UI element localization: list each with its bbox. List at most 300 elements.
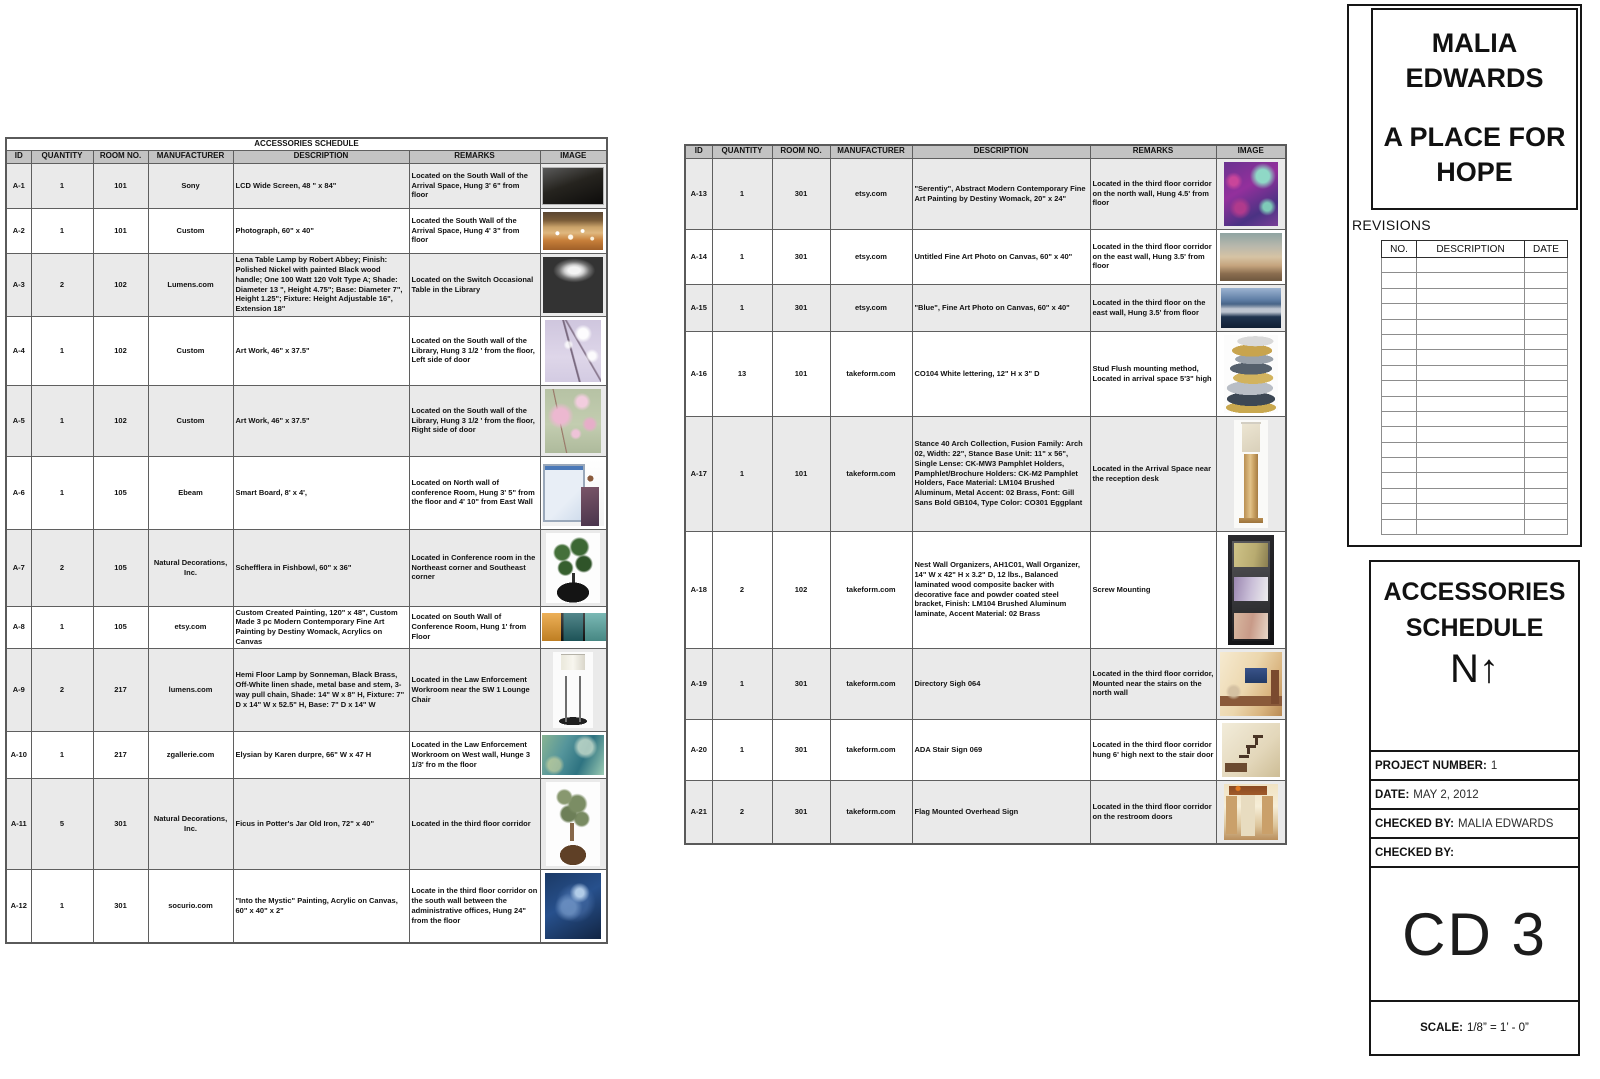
- revision-cell: [1417, 519, 1525, 534]
- cell-quantity: 1: [31, 606, 93, 649]
- cell-quantity: 2: [31, 649, 93, 732]
- cell-description: Photograph, 60" x 40": [233, 208, 409, 253]
- header-row: [685, 145, 1286, 158]
- cell-manufacturer: Custom: [148, 208, 233, 253]
- scale-label: SCALE:: [1420, 1022, 1463, 1034]
- cell-room-no: 217: [93, 649, 148, 732]
- revision-cell: [1525, 442, 1568, 457]
- cell-id: A-6: [6, 456, 31, 529]
- cell-room-no: 101: [93, 208, 148, 253]
- revision-row: [1382, 488, 1568, 503]
- cell-image: [1216, 284, 1286, 331]
- triptych-painting-image: [542, 613, 606, 641]
- revision-cell: [1525, 258, 1568, 273]
- cell-description: Directory Sigh 064: [912, 648, 1090, 719]
- revision-cell: [1382, 258, 1417, 273]
- cell-id: A-10: [6, 732, 31, 779]
- table-row: [6, 870, 607, 944]
- revision-cell: [1525, 350, 1568, 365]
- revision-cell: [1417, 442, 1525, 457]
- cell-remarks: Located in the Law Enforcement Workroom on West wall, Hunge 3 1/3' fro m the floor: [409, 732, 540, 779]
- cell-remarks: Located on the South wall of the Library, Hung 3 1/2 ' from the floor, Right side of door: [409, 385, 540, 456]
- revision-cell: [1417, 488, 1525, 503]
- cell-manufacturer: Natural Decorations, Inc.: [148, 529, 233, 606]
- revision-row: [1382, 411, 1568, 426]
- cell-id: A-18: [685, 531, 712, 648]
- revision-cell: [1382, 488, 1417, 503]
- cell-manufacturer: takeform.com: [830, 531, 912, 648]
- cell-id: A-11: [6, 779, 31, 870]
- cell-room-no: 105: [93, 456, 148, 529]
- cell-remarks: Located in the third floor corridor: [409, 779, 540, 870]
- revision-cell: [1525, 458, 1568, 473]
- cell-room-no: 301: [772, 648, 830, 719]
- revision-cell: [1382, 411, 1417, 426]
- table-row: [6, 385, 607, 456]
- cell-manufacturer: Ebeam: [148, 456, 233, 529]
- cell-quantity: 1: [31, 208, 93, 253]
- elysian-painting-image: [542, 735, 604, 775]
- cell-remarks: Located on the South Wall of the Arrival Space, Hung 3' 6" from floor: [409, 163, 540, 208]
- cell-remarks: Screw Mounting: [1090, 531, 1216, 648]
- cell-remarks: Located in the third floor corridor, Mounted near the stairs on the north wall: [1090, 648, 1216, 719]
- cell-quantity: 1: [31, 456, 93, 529]
- cell-quantity: 2: [712, 531, 772, 648]
- cell-image: [1216, 648, 1286, 719]
- cell-description: Stance 40 Arch Collection, Fusion Family: Arch 02, Width: 22", Stance Base Unit: 11" x 56", Single Lense: CK-MW3 Pamphlet Holders, Pamphlet/Brochure Holders: CK-M2 Pamphlet Holders, Face Material: LM104 Brushed Aluminum, Metal Accent: 02 Brass, Font: Gill Sans Bold GB104, Type Color: CO301 Eggplant: [912, 416, 1090, 531]
- cell-manufacturer: lumens.com: [148, 649, 233, 732]
- cell-description: Art Work, 46" x 37.5": [233, 316, 409, 385]
- column-header: IMAGE: [540, 150, 607, 163]
- cell-manufacturer: Lumens.com: [148, 253, 233, 316]
- scale-value: 1/8” = 1’ - 0”: [1466, 1022, 1529, 1034]
- cell-quantity: 1: [712, 416, 772, 531]
- revision-cell: [1382, 473, 1417, 488]
- cell-manufacturer: Natural Decorations, Inc.: [148, 779, 233, 870]
- revision-cell: [1382, 504, 1417, 519]
- revision-cell: [1525, 288, 1568, 303]
- cell-id: A-3: [6, 253, 31, 316]
- project-title-box: [1371, 8, 1578, 210]
- cell-quantity: 1: [712, 648, 772, 719]
- field-label: DATE:: [1375, 789, 1410, 801]
- sheet-number: CD 3: [1371, 866, 1578, 1000]
- column-header: ID: [685, 145, 712, 158]
- table-row: [685, 648, 1286, 719]
- cell-quantity: 2: [31, 529, 93, 606]
- table-row: [685, 229, 1286, 284]
- column-header: IMAGE: [1216, 145, 1286, 158]
- revision-cell: [1382, 396, 1417, 411]
- table-row: [6, 208, 607, 253]
- cell-image: [540, 649, 607, 732]
- revision-cell: [1417, 319, 1525, 334]
- cell-quantity: 1: [31, 870, 93, 944]
- cell-room-no: 105: [93, 529, 148, 606]
- revision-cell: [1382, 519, 1417, 534]
- revision-row: [1382, 273, 1568, 288]
- cell-manufacturer: zgallerie.com: [148, 732, 233, 779]
- cell-quantity: 1: [31, 316, 93, 385]
- cell-description: Ficus in Potter's Jar Old Iron, 72" x 40": [233, 779, 409, 870]
- cell-image: [540, 456, 607, 529]
- revision-row: [1382, 350, 1568, 365]
- cell-quantity: 1: [31, 385, 93, 456]
- cell-description: Custom Created Painting, 120" x 48", Custom Made 3 pc Modern Contemporary Fine Art Painting by Destiny Womack, Acrylics on Canvas: [233, 606, 409, 649]
- revision-row: [1382, 504, 1568, 519]
- revision-cell: [1417, 288, 1525, 303]
- left-table: [5, 137, 608, 944]
- column-header: MANUFACTURER: [148, 150, 233, 163]
- corridor-photo-image: [1220, 652, 1282, 716]
- cell-id: A-9: [6, 649, 31, 732]
- cell-remarks: Located in the third floor corridor on the east wall, Hung 3.5' from floor: [1090, 229, 1216, 284]
- field-label: CHECKED BY:: [1375, 847, 1455, 859]
- north-arrow: N↑: [1450, 646, 1499, 691]
- serenity-painting-image: [1224, 162, 1278, 226]
- cell-room-no: 101: [93, 163, 148, 208]
- revision-cell: [1417, 304, 1525, 319]
- cell-manufacturer: takeform.com: [830, 648, 912, 719]
- cell-manufacturer: takeform.com: [830, 331, 912, 416]
- cell-room-no: 301: [772, 719, 830, 780]
- cell-manufacturer: etsy.com: [830, 158, 912, 229]
- cell-room-no: 101: [772, 331, 830, 416]
- revisions-col-description: DESCRIPTION: [1417, 241, 1525, 258]
- cell-remarks: Located in the third floor corridor on the restroom doors: [1090, 780, 1216, 844]
- cell-image: [1216, 331, 1286, 416]
- revision-row: [1382, 442, 1568, 457]
- table-row: [6, 529, 607, 606]
- title-block-bottom: [1369, 560, 1580, 1056]
- revision-cell: [1525, 304, 1568, 319]
- cell-quantity: 1: [712, 284, 772, 331]
- kiosk-stand-image: [1234, 420, 1268, 528]
- cell-quantity: 2: [31, 253, 93, 316]
- field-label: CHECKED BY:: [1375, 818, 1455, 830]
- cell-room-no: 217: [93, 732, 148, 779]
- cell-id: A-4: [6, 316, 31, 385]
- revision-cell: [1525, 396, 1568, 411]
- cell-manufacturer: socurio.com: [148, 870, 233, 944]
- cell-id: A-17: [685, 416, 712, 531]
- cell-image: [1216, 531, 1286, 648]
- cell-description: Nest Wall Organizers, AH1C01, Wall Organizer, 14" W x 42" H x 3.2" D, 12 lbs., Balanced laminated wood composite backer with decorative face and powder coated steel bracket, Finish: LM104 Brushed Aluminum laminate, Accent Material: 02 Brass: [912, 531, 1090, 648]
- table-row: [6, 163, 607, 208]
- revision-cell: [1417, 365, 1525, 380]
- table-row: [6, 316, 607, 385]
- column-header: ROOM NO.: [772, 145, 830, 158]
- revisions-col-no: NO.: [1382, 241, 1417, 258]
- cell-id: A-12: [6, 870, 31, 944]
- column-header: QUANTITY: [712, 145, 772, 158]
- cell-description: "Into the Mystic" Painting, Acrylic on Canvas, 60" x 40" x 2": [233, 870, 409, 944]
- cell-image: [540, 529, 607, 606]
- wall-organizer-image: [1228, 535, 1274, 645]
- revision-cell: [1417, 258, 1525, 273]
- cell-image: [1216, 229, 1286, 284]
- cell-manufacturer: takeform.com: [830, 416, 912, 531]
- table-lamp-image: [543, 257, 603, 313]
- right-table: [684, 144, 1287, 845]
- sheet-title-section: [1371, 562, 1578, 750]
- cell-room-no: 301: [772, 229, 830, 284]
- revision-cell: [1382, 334, 1417, 349]
- cell-remarks: Locate in the third floor corridor on the south wall between the administrative offices, Hung 24" from the floor: [409, 870, 540, 944]
- cell-description: Art Work, 46" x 37.5": [233, 385, 409, 456]
- cell-description: Hemi Floor Lamp by Sonneman, Black Brass, Off-White linen shade, metal base and stem, 3-way pull chain, Shade: 14" W x 8" H, Fixture: 7" D x 14" W x 52.5" H, Base: 7" D x 14" W: [233, 649, 409, 732]
- accessories-table-right: [684, 144, 1285, 845]
- revision-cell: [1417, 458, 1525, 473]
- cell-description: Elysian by Karen durpre, 66" W x 47 H: [233, 732, 409, 779]
- cell-quantity: 1: [31, 163, 93, 208]
- cell-room-no: 101: [772, 416, 830, 531]
- ficus-tree-image: [546, 782, 600, 866]
- cell-id: A-1: [6, 163, 31, 208]
- table-row: [685, 719, 1286, 780]
- cell-id: A-16: [685, 331, 712, 416]
- cell-image: [540, 870, 607, 944]
- field-value: MALIA EDWARDS: [1458, 818, 1554, 830]
- cell-id: A-21: [685, 780, 712, 844]
- table-row: [6, 732, 607, 779]
- schefflera-plant-image: [546, 533, 600, 603]
- horizon-photo-image: [1220, 233, 1282, 281]
- revision-cell: [1382, 442, 1417, 457]
- cell-remarks: Located in the third floor corridor hung 6' high next to the stair door: [1090, 719, 1216, 780]
- revision-cell: [1417, 334, 1525, 349]
- cell-room-no: 301: [93, 870, 148, 944]
- cell-remarks: Located in Conference room in the Northeast corner and Southeast corner: [409, 529, 540, 606]
- table-row: [6, 779, 607, 870]
- cell-id: A-8: [6, 606, 31, 649]
- revision-cell: [1525, 519, 1568, 534]
- cell-remarks: Located on the Switch Occasional Table in the Library: [409, 253, 540, 316]
- cell-remarks: Located in the Arrival Space near the reception desk: [1090, 416, 1216, 531]
- cell-image: [540, 779, 607, 870]
- revision-cell: [1525, 319, 1568, 334]
- restroom-sign-image: [1224, 784, 1278, 840]
- cell-description: Schefflera in Fishbowl, 60" x 36": [233, 529, 409, 606]
- cell-quantity: 5: [31, 779, 93, 870]
- field-label: PROJECT NUMBER:: [1375, 760, 1487, 772]
- revisions-col-date: DATE: [1525, 241, 1568, 258]
- revision-row: [1382, 319, 1568, 334]
- cell-id: A-15: [685, 284, 712, 331]
- cell-quantity: 13: [712, 331, 772, 416]
- meadow-photo-image: [543, 212, 603, 250]
- table-row: [685, 416, 1286, 531]
- column-header: ROOM NO.: [93, 150, 148, 163]
- revision-cell: [1382, 304, 1417, 319]
- revision-cell: [1417, 504, 1525, 519]
- field-checked-by-1: [1371, 808, 1578, 837]
- accessories-table-left: [5, 137, 606, 944]
- cell-image: [540, 316, 607, 385]
- cell-remarks: Located the South Wall of the Arrival Space, Hung 4' 3" from floor: [409, 208, 540, 253]
- table-title: ACCESSORIES SCHEDULE: [6, 138, 607, 150]
- cell-quantity: 1: [712, 229, 772, 284]
- revisions-table: [1381, 240, 1568, 535]
- revision-row: [1382, 365, 1568, 380]
- field-value: 1: [1490, 760, 1498, 772]
- revision-cell: [1525, 381, 1568, 396]
- revisions-label: REVISIONS: [1352, 217, 1431, 233]
- cell-image: [1216, 780, 1286, 844]
- column-header: ID: [6, 150, 31, 163]
- smart-board-image: [542, 460, 604, 526]
- column-header: REMARKS: [409, 150, 540, 163]
- cell-remarks: Located on South Wall of Conference Room, Hung 1' from Floor: [409, 606, 540, 649]
- cell-id: A-5: [6, 385, 31, 456]
- field-checked-by-2: [1371, 837, 1578, 866]
- lcd-tv-image: [542, 167, 604, 205]
- table-row: [6, 606, 607, 649]
- revisions-header-row: [1382, 241, 1568, 258]
- column-header: MANUFACTURER: [830, 145, 912, 158]
- cell-image: [540, 385, 607, 456]
- revision-cell: [1382, 319, 1417, 334]
- revision-cell: [1417, 427, 1525, 442]
- cell-manufacturer: etsy.com: [830, 229, 912, 284]
- table-row: [685, 158, 1286, 229]
- cell-image: [540, 163, 607, 208]
- cell-id: A-13: [685, 158, 712, 229]
- cell-manufacturer: takeform.com: [830, 780, 912, 844]
- cell-room-no: 105: [93, 606, 148, 649]
- cell-manufacturer: Custom: [148, 385, 233, 456]
- revision-cell: [1525, 504, 1568, 519]
- header-row: [6, 150, 607, 163]
- revision-cell: [1417, 473, 1525, 488]
- cell-image: [1216, 158, 1286, 229]
- revision-cell: [1382, 458, 1417, 473]
- cell-room-no: 301: [93, 779, 148, 870]
- cell-image: [540, 208, 607, 253]
- letter-stack-image: [1224, 335, 1278, 413]
- title-block: [1347, 4, 1582, 1056]
- table-row: [685, 284, 1286, 331]
- table-row: [6, 649, 607, 732]
- table-row: [6, 456, 607, 529]
- cell-remarks: Located on North wall of conference Room, Hung 3' 5" from the floor and 4' 10" from East Wall: [409, 456, 540, 529]
- revision-cell: [1382, 273, 1417, 288]
- cell-remarks: Located in the third floor on the east wall, Hung 3.5' from floor: [1090, 284, 1216, 331]
- cell-manufacturer: takeform.com: [830, 719, 912, 780]
- cell-remarks: Located in the Law Enforcement Workroom near the SW 1 Lounge Chair: [409, 649, 540, 732]
- cell-image: [540, 253, 607, 316]
- cell-room-no: 102: [93, 253, 148, 316]
- revision-cell: [1525, 411, 1568, 426]
- revision-cell: [1382, 288, 1417, 303]
- cell-id: A-7: [6, 529, 31, 606]
- revision-cell: [1525, 273, 1568, 288]
- revision-row: [1382, 334, 1568, 349]
- cell-room-no: 102: [93, 385, 148, 456]
- column-header: REMARKS: [1090, 145, 1216, 158]
- revision-cell: [1525, 473, 1568, 488]
- designer-name: MALIA EDWARDS: [1405, 28, 1544, 94]
- revision-cell: [1417, 411, 1525, 426]
- revision-cell: [1382, 427, 1417, 442]
- scale-row: [1371, 1000, 1578, 1054]
- table-row: [685, 531, 1286, 648]
- field-value: MAY 2, 2012: [1413, 789, 1479, 801]
- revision-row: [1382, 458, 1568, 473]
- revision-row: [1382, 304, 1568, 319]
- cell-image: [1216, 719, 1286, 780]
- table-row: [685, 331, 1286, 416]
- revision-row: [1382, 258, 1568, 273]
- cell-image: [1216, 416, 1286, 531]
- revision-cell: [1525, 427, 1568, 442]
- title-block-top: [1347, 4, 1582, 547]
- cell-room-no: 301: [772, 284, 830, 331]
- column-header: DESCRIPTION: [912, 145, 1090, 158]
- cell-manufacturer: Sony: [148, 163, 233, 208]
- stair-sign-image: [1222, 723, 1280, 777]
- cell-quantity: 1: [31, 732, 93, 779]
- cell-remarks: Stud Flush mounting method, Located in arrival space 5'3" high: [1090, 331, 1216, 416]
- cell-description: "Blue", Fine Art Photo on Canvas, 60" x 40": [912, 284, 1090, 331]
- floor-lamp-image: [553, 652, 593, 728]
- cell-id: A-14: [685, 229, 712, 284]
- cell-description: Untitled Fine Art Photo on Canvas, 60" x 40": [912, 229, 1090, 284]
- cell-room-no: 301: [772, 780, 830, 844]
- column-header: QUANTITY: [31, 150, 93, 163]
- revision-cell: [1382, 365, 1417, 380]
- revision-row: [1382, 427, 1568, 442]
- cell-manufacturer: etsy.com: [830, 284, 912, 331]
- cell-manufacturer: etsy.com: [148, 606, 233, 649]
- revision-row: [1382, 519, 1568, 534]
- revision-cell: [1417, 350, 1525, 365]
- revision-row: [1382, 473, 1568, 488]
- cell-remarks: Located in the third floor corridor on the north wall, Hung 4.5' from floor: [1090, 158, 1216, 229]
- dandelion-art-image: [545, 320, 601, 382]
- revision-cell: [1525, 334, 1568, 349]
- cell-id: A-2: [6, 208, 31, 253]
- cell-room-no: 102: [93, 316, 148, 385]
- cell-remarks: Located on the South wall of the Library, Hung 3 1/2 ' from the floor, Left side of door: [409, 316, 540, 385]
- table-row: [685, 780, 1286, 844]
- cell-quantity: 1: [712, 158, 772, 229]
- revision-cell: [1382, 350, 1417, 365]
- cell-description: LCD Wide Screen, 48 " x 84": [233, 163, 409, 208]
- sheet-title: ACCESSORIES SCHEDULE: [1383, 578, 1566, 643]
- cell-description: ADA Stair Sign 069: [912, 719, 1090, 780]
- blossom-art-image: [545, 389, 601, 453]
- cell-manufacturer: Custom: [148, 316, 233, 385]
- revision-row: [1382, 396, 1568, 411]
- field-project-number: [1371, 750, 1578, 779]
- cell-room-no: 301: [772, 158, 830, 229]
- table-row: [6, 253, 607, 316]
- cell-quantity: 1: [712, 719, 772, 780]
- cell-id: A-19: [685, 648, 712, 719]
- project-name: A PLACE FOR HOPE: [1383, 121, 1566, 187]
- blue-photo-image: [1221, 288, 1281, 328]
- cell-description: CO104 White lettering, 12" H x 3" D: [912, 331, 1090, 416]
- cell-description: Flag Mounted Overhead Sign: [912, 780, 1090, 844]
- revision-cell: [1382, 381, 1417, 396]
- cell-image: [540, 732, 607, 779]
- mystic-painting-image: [545, 873, 601, 939]
- cell-description: Smart Board, 8' x 4',: [233, 456, 409, 529]
- cell-description: "Serentiy", Abstract Modern Contemporary Fine Art Painting by Destiny Womack, 20" x 24": [912, 158, 1090, 229]
- revision-cell: [1525, 488, 1568, 503]
- cell-quantity: 2: [712, 780, 772, 844]
